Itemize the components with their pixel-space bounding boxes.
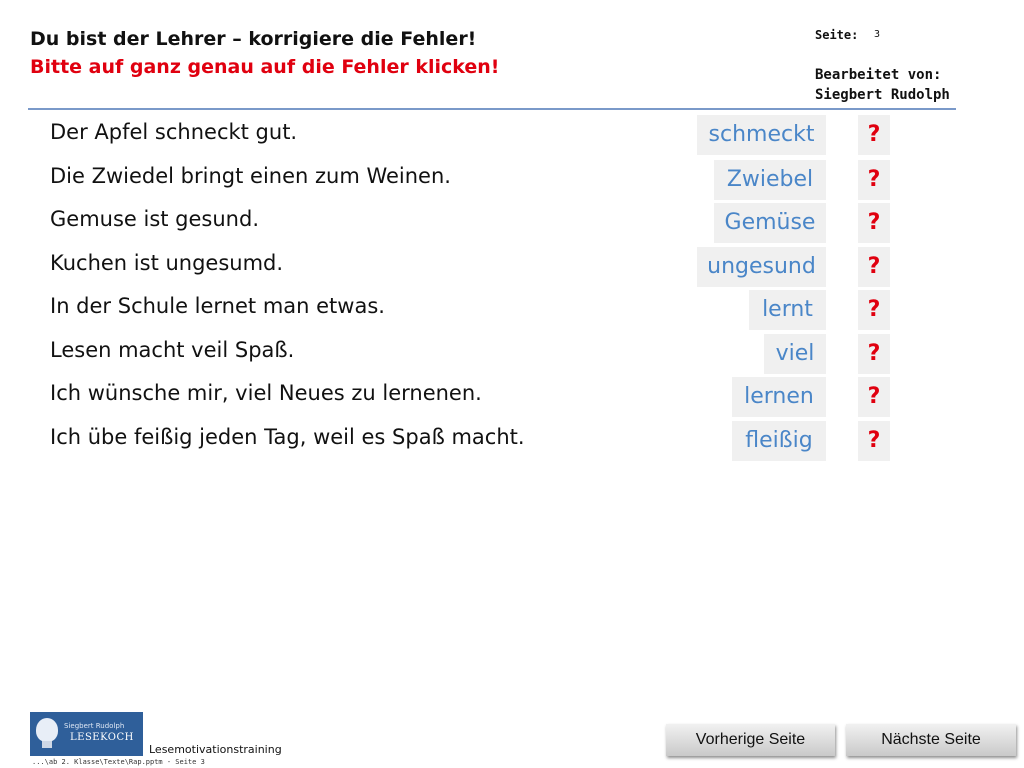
logo-wordmark: LESEKOCH bbox=[70, 732, 134, 743]
hint-button-8[interactable]: ? bbox=[858, 421, 890, 461]
header-divider bbox=[28, 108, 956, 110]
logo-author: Siegbert Rudolph bbox=[64, 722, 125, 730]
previous-page-button[interactable]: Vorherige Seite bbox=[666, 724, 835, 756]
footer-label: Lesemotivationstraining bbox=[149, 743, 282, 756]
correction-3: Gemüse bbox=[714, 203, 826, 243]
correction-7: lernen bbox=[732, 377, 826, 417]
sentence-2[interactable]: Die Zwiedel bringt einen zum Weinen. bbox=[50, 164, 451, 188]
correction-1: schmeckt bbox=[697, 115, 826, 155]
correction-4: ungesund bbox=[697, 247, 826, 287]
hint-button-1[interactable]: ? bbox=[858, 115, 890, 155]
hint-button-7[interactable]: ? bbox=[858, 377, 890, 417]
page-number: 3 bbox=[874, 29, 881, 40]
page-label: Seite: bbox=[815, 28, 859, 42]
hint-button-2[interactable]: ? bbox=[858, 160, 890, 200]
hint-button-5[interactable]: ? bbox=[858, 290, 890, 330]
hint-button-4[interactable]: ? bbox=[858, 247, 890, 287]
header-subtitle: Bitte auf ganz genau auf die Fehler klicken! bbox=[30, 56, 500, 78]
correction-6: viel bbox=[764, 334, 826, 374]
lesekoch-logo bbox=[30, 712, 143, 756]
sentence-8[interactable]: Ich übe feißig jeden Tag, weil es Spaß macht. bbox=[50, 425, 525, 449]
correction-5: lernt bbox=[749, 290, 826, 330]
sentence-4[interactable]: Kuchen ist ungesumd. bbox=[50, 251, 284, 275]
hint-button-6[interactable]: ? bbox=[858, 334, 890, 374]
editor-name: Siegbert Rudolph bbox=[815, 87, 950, 103]
hint-button-3[interactable]: ? bbox=[858, 203, 890, 243]
lightbulb-icon bbox=[36, 718, 58, 742]
editor-label: Bearbeitet von: bbox=[815, 67, 942, 83]
correction-2: Zwiebel bbox=[714, 160, 826, 200]
header-title: Du bist der Lehrer – korrigiere die Fehler! bbox=[30, 28, 477, 50]
sentence-1[interactable]: Der Apfel schneckt gut. bbox=[50, 120, 298, 144]
sentence-7[interactable]: Ich wünsche mir, viel Neues zu lernenen. bbox=[50, 381, 482, 405]
correction-8: fleißig bbox=[732, 421, 826, 461]
footer-path: ...\ab 2. Klasse\Texte\Rap.pptm - Seite 3 bbox=[32, 758, 205, 766]
sentence-3[interactable]: Gemuse ist gesund. bbox=[50, 207, 259, 231]
next-page-button[interactable]: Nächste Seite bbox=[846, 724, 1016, 756]
lightbulb-base bbox=[42, 741, 52, 748]
sentence-6[interactable]: Lesen macht veil Spaß. bbox=[50, 338, 295, 362]
sentence-5[interactable]: In der Schule lernet man etwas. bbox=[50, 294, 385, 318]
